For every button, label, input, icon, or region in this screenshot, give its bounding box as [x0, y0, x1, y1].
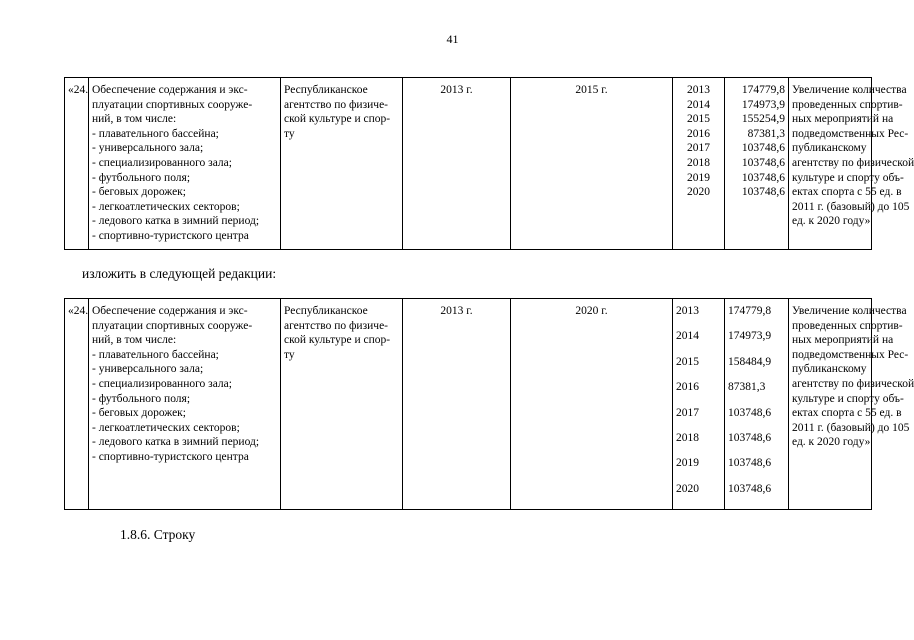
executor-cell — [281, 78, 403, 250]
activity-name-line: - специализированного зала; — [92, 156, 232, 169]
activity-name-line: - плавательного бассейна; — [92, 348, 219, 361]
funding-value: 103748,6 — [741, 156, 785, 169]
result-line: ед. к 2020 году» — [792, 215, 871, 228]
year: 2013 — [687, 84, 710, 96]
result-line: 2011 г. (базовый) до 105 — [792, 200, 910, 213]
activity-name-line: - специализированного зала; — [92, 377, 232, 390]
funding-value: 174973,9 — [741, 98, 785, 111]
result-line: подведомственных Рес- — [792, 127, 909, 140]
section-heading: 1.8.6. Строку — [120, 527, 196, 542]
activity-name-line: - плавательного бассейна; — [92, 127, 219, 140]
result-line: проведенных спортив- — [792, 98, 903, 111]
activity-name-line: - спортивно-туристского центра — [92, 450, 249, 463]
activity-name-line: - легкоатлетических секторов; — [92, 421, 240, 434]
activity-name-line: - беговых дорожек; — [92, 186, 186, 199]
funding-cell — [725, 299, 789, 510]
funding-value: 103748,6 — [728, 431, 772, 444]
result-line: агентству по физической — [792, 156, 914, 169]
result-cell — [789, 78, 914, 250]
funding-value: 103748,6 — [741, 142, 785, 155]
start-year: 2013 г. — [403, 78, 511, 250]
end-year: 2020 г. — [511, 299, 673, 510]
funding-value: 174779,8 — [728, 305, 772, 317]
program-table-old — [64, 77, 914, 250]
executor-line: агентство по физиче- — [284, 98, 388, 111]
year: 2017 — [676, 406, 699, 419]
year: 2016 — [676, 381, 699, 394]
table-row — [65, 78, 872, 250]
activity-name-line: - беговых дорожек; — [92, 407, 186, 420]
year: 2014 — [676, 330, 699, 343]
executor-line: ской культуре и спор- — [284, 113, 391, 126]
years-cell — [673, 299, 725, 510]
executor-line: ту — [284, 127, 295, 140]
executor-line: агентство по физиче- — [284, 319, 388, 332]
activity-name-cell — [89, 78, 281, 250]
funding-value: 87381,3 — [747, 127, 785, 140]
activity-name-line: плуатации спортивных сооруже- — [92, 319, 253, 332]
program-table-new — [64, 298, 914, 510]
result-line: культуре и спорту объ- — [792, 171, 904, 184]
year: 2015 — [676, 355, 699, 368]
activity-name-line: - универсального зала; — [92, 142, 204, 155]
activity-name-line: - футбольного поля; — [92, 171, 191, 184]
row-number: «24. — [65, 78, 89, 250]
years-cell — [673, 78, 725, 250]
result-line: публиканскому — [792, 142, 867, 155]
year: 2017 — [687, 142, 710, 155]
funding-value: 103748,6 — [741, 186, 785, 199]
year: 2019 — [676, 457, 699, 470]
executor-cell — [281, 299, 403, 510]
funding-value: 103748,6 — [741, 171, 785, 184]
amendment-caption: изложить в следующей редакции: — [82, 266, 277, 281]
result-line: Увеличение количества — [792, 305, 907, 317]
year: 2014 — [687, 98, 710, 111]
start-year: 2013 г. — [403, 299, 511, 510]
funding-value: 174973,9 — [728, 330, 772, 343]
activity-name-line: - футбольного поля; — [92, 392, 191, 405]
activity-name-line: - ледового катка в зимний период; — [92, 215, 260, 228]
year: 2018 — [687, 156, 710, 169]
activity-name-cell — [89, 299, 281, 510]
result-line: ектах спорта с 55 ед. в — [792, 407, 902, 420]
executor-line: ской культуре и спор- — [284, 334, 391, 347]
activity-name-line: - спортивно-туристского центра — [92, 229, 249, 242]
year: 2015 — [687, 113, 710, 126]
result-line: подведомственных Рес- — [792, 348, 909, 361]
activity-name-line: ний, в том числе: — [92, 334, 177, 347]
year: 2019 — [687, 171, 710, 184]
result-line: культуре и спорту объ- — [792, 392, 904, 405]
activity-name-line: - ледового катка в зимний период; — [92, 436, 260, 449]
funding-value: 174779,8 — [741, 84, 785, 96]
result-line: проведенных спортив- — [792, 319, 903, 332]
end-year: 2015 г. — [511, 78, 673, 250]
executor-line: ту — [284, 348, 295, 361]
funding-value: 155254,9 — [741, 113, 785, 126]
row-number: «24. — [65, 299, 89, 510]
result-line: ектах спорта с 55 ед. в — [792, 186, 902, 199]
result-line: ных мероприятий на — [792, 113, 894, 126]
funding-value: 87381,3 — [728, 381, 766, 394]
page-number: 41 — [446, 32, 459, 46]
activity-name-line: - универсального зала; — [92, 363, 204, 376]
executor-line: Республиканское — [284, 84, 368, 96]
year: 2020 — [676, 482, 699, 495]
activity-name-line: ний, в том числе: — [92, 113, 177, 126]
year: 2018 — [676, 431, 699, 444]
result-line: 2011 г. (базовый) до 105 — [792, 421, 910, 434]
funding-value: 103748,6 — [728, 482, 772, 495]
activity-name-line: плуатации спортивных сооруже- — [92, 98, 253, 111]
result-line: Увеличение количества — [792, 84, 907, 96]
year: 2013 — [676, 305, 699, 317]
funding-value: 158484,9 — [728, 355, 772, 368]
year: 2016 — [687, 127, 710, 140]
table-row — [65, 299, 872, 510]
activity-name-line: Обеспечение содержания и экс- — [92, 305, 248, 317]
result-line: агентству по физической — [792, 377, 914, 390]
funding-value: 103748,6 — [728, 406, 772, 419]
executor-line: Республиканское — [284, 305, 368, 317]
activity-name-line: - легкоатлетических секторов; — [92, 200, 240, 213]
funding-cell — [725, 78, 789, 250]
result-line: ед. к 2020 году» — [792, 436, 871, 449]
funding-value: 103748,6 — [728, 457, 772, 470]
result-cell — [789, 299, 914, 510]
result-line: публиканскому — [792, 363, 867, 376]
activity-name-line: Обеспечение содержания и экс- — [92, 84, 248, 96]
year: 2020 — [687, 186, 710, 199]
result-line: ных мероприятий на — [792, 334, 894, 347]
